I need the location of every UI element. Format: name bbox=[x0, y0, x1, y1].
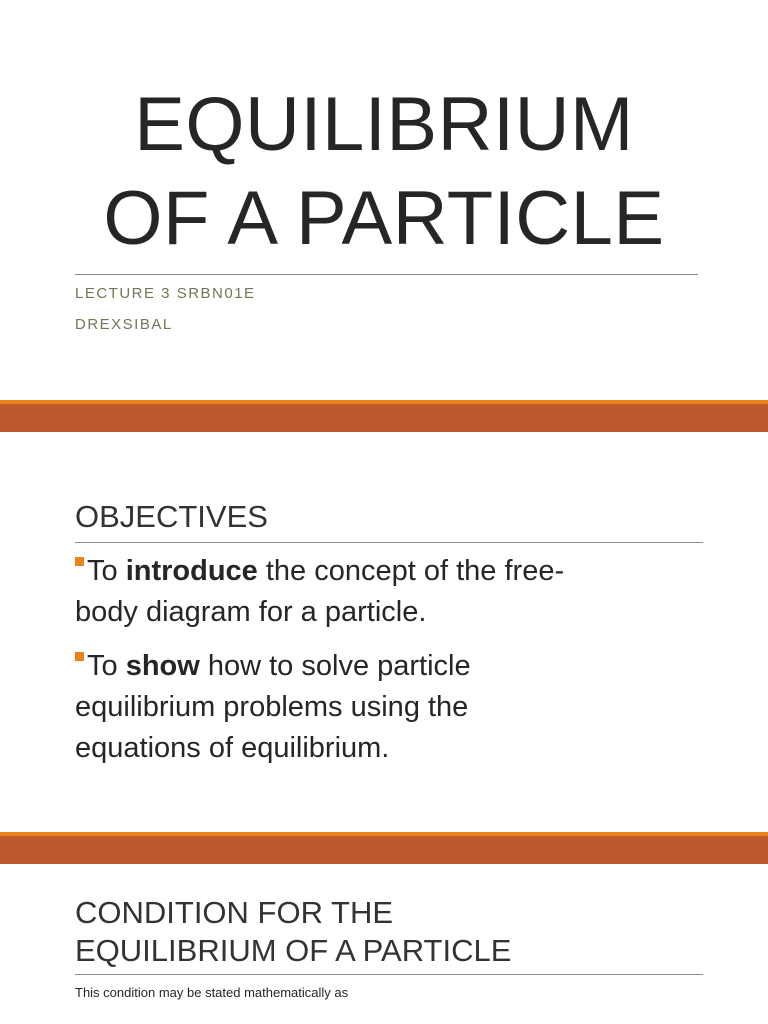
bullet-item: To introduce the concept of the free- body diagram for a particle. bbox=[75, 555, 565, 628]
condition-body-text: This condition may be stated mathematically as bbox=[75, 985, 349, 1000]
title-line-1: EQUILIBRIUM bbox=[134, 82, 634, 167]
title-divider bbox=[75, 274, 698, 275]
square-bullet-icon bbox=[75, 557, 84, 566]
condition-slide bbox=[0, 864, 768, 1024]
slide-separator bbox=[0, 400, 768, 432]
heading-divider bbox=[75, 974, 703, 975]
author-subtitle: DREXSIBAL bbox=[75, 316, 173, 333]
lecture-subtitle: LECTURE 3 SRBN01E bbox=[75, 285, 256, 302]
main-title bbox=[0, 78, 768, 266]
objectives-slide bbox=[0, 432, 768, 832]
square-bullet-icon bbox=[75, 652, 84, 661]
objectives-heading: OBJECTIVES bbox=[75, 499, 268, 534]
title-slide bbox=[0, 0, 768, 400]
emphasis-text: introduce bbox=[125, 555, 258, 587]
emphasis-text: show bbox=[125, 650, 200, 682]
slide-separator bbox=[0, 832, 768, 864]
heading-divider bbox=[75, 542, 703, 543]
condition-heading: CONDITION FOR THE EQUILIBRIUM OF A PARTICLE bbox=[75, 895, 512, 968]
bullet-item: To show how to solve particle equilibrium problems using the equations of equilibrium. bbox=[75, 650, 471, 764]
title-line-2: OF A PARTICLE bbox=[103, 176, 665, 261]
